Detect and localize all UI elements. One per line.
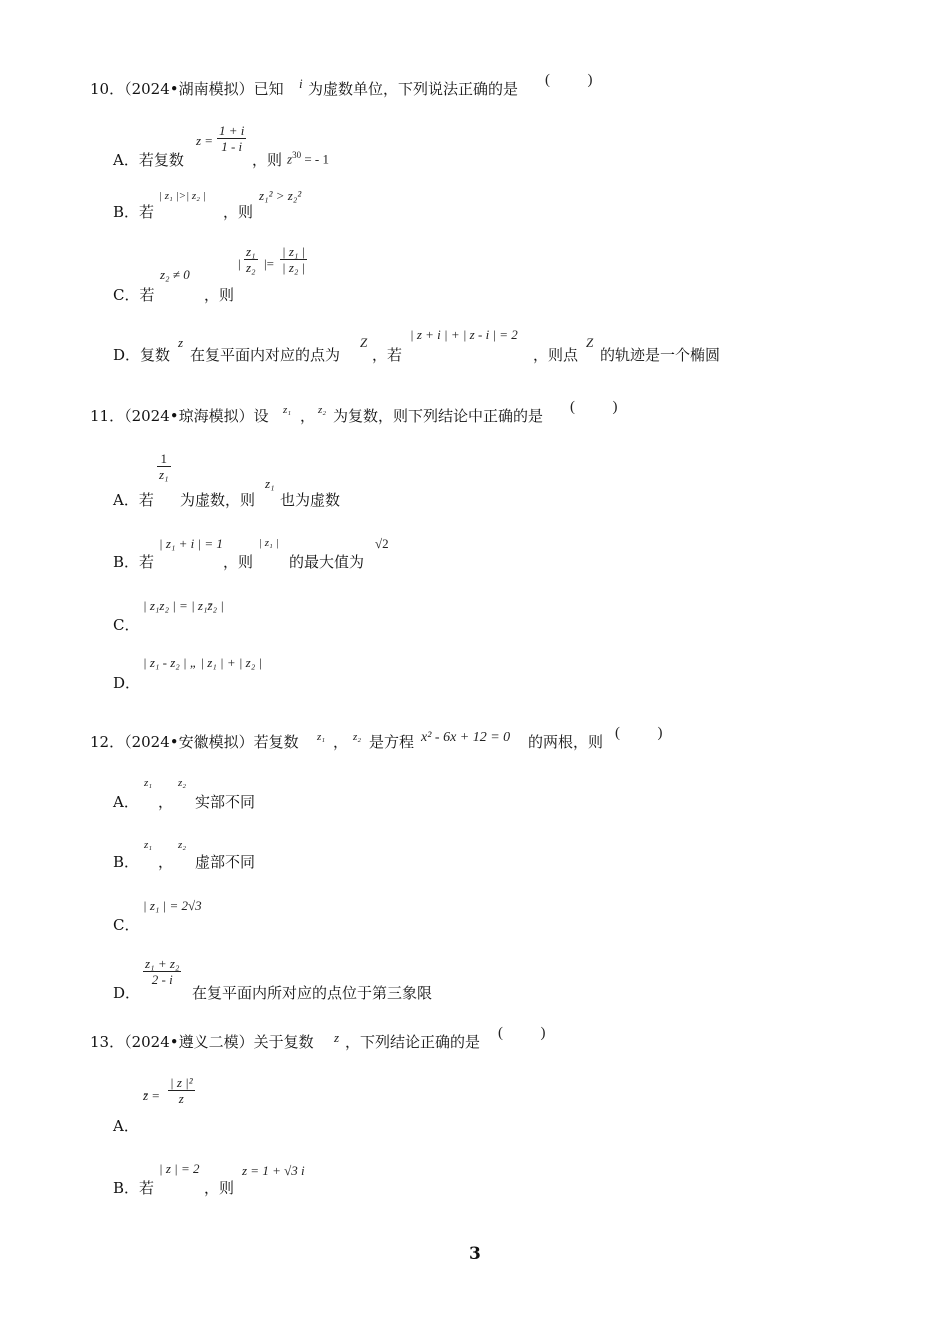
q10-stem2: 为虚数单位，下列说法正确的是 [308, 80, 519, 98]
q11-z1: z₁ [283, 404, 292, 416]
q12-a-end: 实部不同 [195, 793, 256, 811]
q12-b-comma: ， [158, 853, 174, 871]
q11-d-label: D． [113, 674, 141, 692]
q10-a-expr: $z^{30}$ = - 1 [287, 150, 329, 167]
q12-stem2: 是方程 [369, 733, 415, 751]
q10-d-if: ，若 [372, 346, 403, 364]
q10-a-then: ，则 [252, 151, 283, 169]
q13-b-cond: | z | = 2 [159, 1161, 200, 1176]
q10-b-then: ，则 [223, 203, 254, 221]
q12-d-end: 在复平面内所对应的点位于第三象限 [192, 984, 433, 1002]
q13-z: z [334, 1030, 340, 1045]
q11-stem: 11．（2024•琼海模拟）设 [90, 407, 269, 425]
q10-a-label: A．若复数 [113, 151, 184, 169]
q10-b-cond: | z₁ |>| z₂ | [159, 190, 206, 202]
q12-stem: 12．（2024•安徽模拟）若复数 [90, 733, 299, 751]
q11-answer-blank[interactable]: ( ) [570, 399, 618, 415]
q12-stem3: 的两根，则 [528, 733, 604, 751]
q10-c-rhs-fraction: $\frac{\text{| z₁ |}}{\text{| z₂ |}}$ [282, 244, 306, 275]
q12-c-expr: | z₁ | = 2√3 [143, 898, 202, 913]
q11-a-label: A．若 [113, 491, 154, 509]
q11-b-then: ，则 [223, 553, 254, 571]
q12-equation: x² - 6x + 12 = 0 [421, 730, 511, 745]
q10-answer-blank[interactable]: ( ) [545, 72, 593, 88]
q10-d-label: D．复数 [113, 346, 171, 364]
q11-c-expr: | z₁z₂ | = | z₁z̄₂ | [143, 598, 224, 613]
q13-a-lhs: z̄ = [143, 1088, 161, 1103]
q11-z2: z₂ [318, 404, 327, 416]
q13-a-label: A． [113, 1117, 139, 1135]
q11-a-end: 也为虚数 [280, 491, 341, 509]
q12-a-comma: ， [158, 793, 174, 811]
q10-c-lhs-fraction: $\frac{\text{z₁}}{\text{z₂}}$ [246, 244, 256, 275]
q13-b-then: ，则 [204, 1179, 235, 1197]
q11-b-mid: 的最大值为 [289, 553, 365, 571]
q10-a-fraction [217, 123, 246, 154]
q10-c-label: C．若 [113, 286, 155, 304]
q11-b-val: √2 [375, 536, 389, 551]
page-number: 3 [469, 1244, 481, 1264]
q10-a-num: 1 + i [219, 123, 245, 138]
q12-comma: ， [333, 733, 349, 751]
q13-answer-blank[interactable]: ( ) [498, 1025, 546, 1041]
q10-d-end: 的轨迹是一个椭圆 [600, 346, 721, 364]
q11-b-label: B．若 [113, 553, 155, 571]
q11-a-z1: z₁ [265, 476, 275, 491]
q12-a-label: A． [113, 793, 139, 811]
q12-b-end: 虚部不同 [195, 853, 256, 871]
q10-b-expr: z₁² > z₂² [259, 188, 302, 203]
q10-d-Z: Z [360, 335, 368, 350]
q11-a-mid: 为虚数，则 [180, 491, 256, 509]
q10-i: i [299, 76, 303, 91]
q13-stem2: ，下列结论正确的是 [345, 1033, 481, 1051]
q11-a-fraction: $\frac{1}{\text{z₁}}$ [159, 451, 169, 482]
q11-b-abs: | z₁ | [259, 537, 279, 549]
q12-a-z1: z₁ [144, 777, 153, 789]
q12-d-fraction: $\frac{\text{z₁ + z₂}}{2 - i}$ [145, 956, 180, 987]
q12-z2: z₂ [353, 731, 362, 743]
q10-stem: 10．（2024•湖南模拟）已知 [90, 80, 284, 98]
q10-b-label: B．若 [113, 203, 155, 221]
q10-d-Z2: Z [586, 335, 594, 350]
q10-d-mid: 在复平面内对应的点为 [190, 346, 341, 364]
q10-a-z: z = [196, 133, 214, 148]
q12-a-z2: z₂ [178, 777, 187, 789]
q11-d-expr: | z₁ - z₂ | „ | z₁ | + | z₂ | [143, 655, 263, 670]
page: 10．（2024•湖南模拟）已知 i 为虚数单位，下列说法正确的是 ( ) A．若复数 z = $\frac{1 + i}{1 - i}$ ，则 $z^{30}$ = - 1 B．若 | z₁ |>| z₂ | ，则 z₁² > z₂² C．若 z₂ ≠ 0 ，则 | $\frac{\text{z₁}}{\text{z₂}}$ |= $\frac{\text{| z₁ |}}{\text{| z₂ |}}$ D．复数 z 在复平面内对应的点为 Z ，若 | z + i | + | z - i | = 2 ，则点 Z 的轨迹是一个椭圆 11．（2024•琼海模拟）设 z₁ ， z₂ 为复数，则下列结论中正确的是 ( ) A．若 $\frac{1}{\text{z₁}}$ 为虚数，则 z₁ 也为虚数 B．若 | z₁ + i | = 1 ，则 | z₁ | 的最大值为 √2 C． | z₁z₂ | = | z₁z̄₂ | D． | z₁ - z₂ | „ | z₁ | + | z₂ | 12．（2024•安徽模拟）若复数 z₁ ， z₂ 是方程 x² - 6x + 12 = 0 的两根，则 ( ) A． z₁ ， z₂ 实部不同 B． z₁ ， z₂ 虚部不同 C． | z₁ | = 2√3 D． $\frac{\text{z₁ + z₂}}{2 - i}$ 在复平面内所对应的点位于第三象限 13．（2024•遵义二模）关于复数 z ，下列结论正确的是 ( ) z̄ = $\frac{\text{| z |²}}{z}$ A． B．若 | z | = 2 ，则 z = 1 + √3 i 3 [90, 72, 721, 1264]
q13-b-expr: z = 1 + √3 i [242, 1163, 305, 1178]
q12-answer-blank[interactable]: ( ) [615, 725, 663, 741]
q13-stem: 13．（2024•遵义二模）关于复数 [90, 1033, 314, 1051]
q10-a-den: 1 - i [221, 139, 243, 154]
q12-b-label: B． [113, 853, 140, 871]
q13-a-fraction: $\frac{\text{| z |²}}{z}$ [170, 1075, 193, 1106]
q13-b-label: B．若 [113, 1179, 155, 1197]
q10-c-cond: z₂ ≠ 0 [160, 267, 190, 282]
q11-b-cond: | z₁ + i | = 1 [159, 536, 223, 551]
q12-c-label: C． [113, 916, 140, 934]
q10-d-cond: | z + i | + | z - i | = 2 [410, 327, 518, 342]
q12-d-label: D． [113, 984, 141, 1002]
q11-stem2: 为复数，则下列结论中正确的是 [333, 407, 544, 425]
q10-d-then: ，则点 [533, 346, 579, 364]
q11-c-label: C． [113, 616, 140, 634]
q12-b-z2: z₂ [178, 839, 187, 851]
q12-b-z1: z₁ [144, 839, 153, 851]
q10-c-then: ，则 [204, 286, 235, 304]
q11-comma: ， [300, 407, 316, 425]
q12-z1: z₁ [317, 731, 326, 743]
q10-d-z: z [178, 335, 184, 350]
